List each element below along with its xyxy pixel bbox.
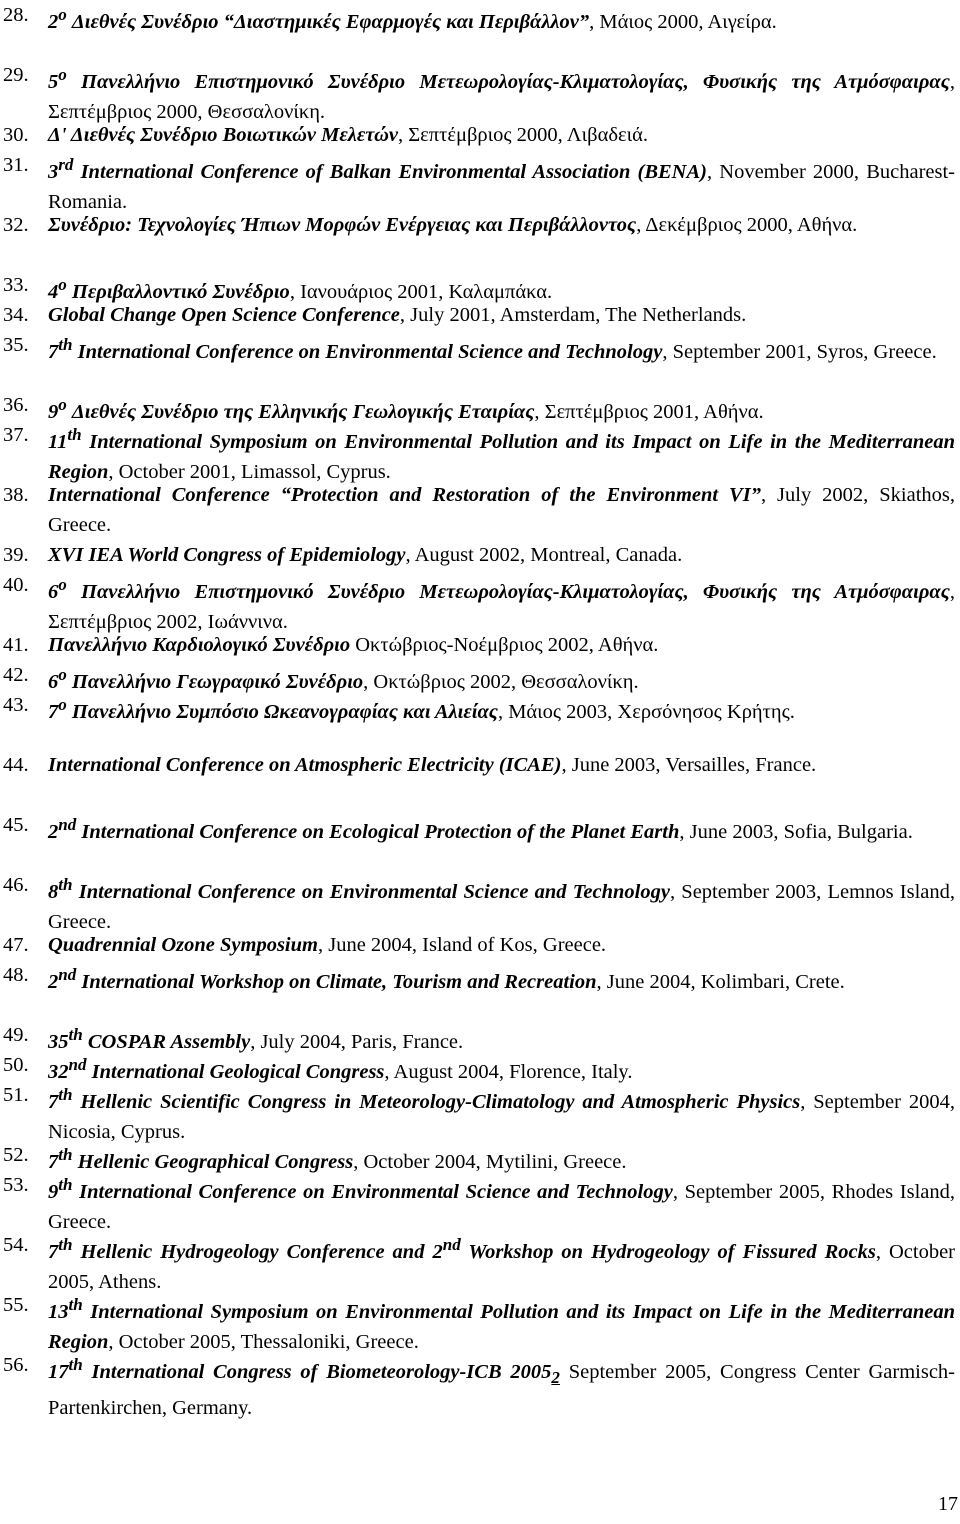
ordinal-suffix: th	[68, 1295, 83, 1314]
title-text: International Symposium on Environmental Pollution and its Impact on Life in the Mediterranean Region	[48, 430, 955, 483]
conference-details: , July 2001, Amsterdam, The Netherlands.	[399, 304, 747, 326]
conference-details: , September 2003, Lemnos Island, Greece.	[48, 880, 956, 933]
list-item	[0, 480, 955, 540]
conference-details: , Δεκέμβριος 2000, Αθήνα.	[636, 214, 858, 236]
item-text	[48, 750, 955, 780]
list-item	[0, 210, 955, 240]
subscript: 2	[551, 1367, 560, 1387]
title-text: Πανελλήνιο Συμπόσιο Ωκεανογραφίας και Αλιείας	[66, 700, 498, 723]
title-text: Quadrennial Ozone Symposium	[48, 934, 318, 956]
ordinal-suffix: nd	[58, 965, 77, 984]
list-item	[0, 1290, 955, 1357]
title-text: International Conference on Environmental Science and Technology	[72, 1180, 673, 1203]
ordinal-suffix: th	[58, 1145, 73, 1164]
ordinal: 2	[48, 10, 59, 33]
title-text: Πανελλήνιο Καρδιολογικό Συνέδριο	[48, 634, 351, 656]
conference-details: , Μάιος 2000, Αιγείρα.	[589, 10, 777, 33]
conference-title	[48, 1175, 673, 1203]
list-item	[0, 540, 955, 570]
list-item	[0, 1080, 955, 1147]
conference-title	[48, 965, 597, 993]
title-text: Διεθνές Συνέδριο της Ελληνικής Γεωλογικής Εταιρίας	[66, 400, 535, 423]
item-number: 42.	[3, 664, 29, 686]
list-item	[0, 120, 955, 150]
list-item	[0, 150, 955, 217]
item-text	[48, 930, 955, 960]
item-number: 30.	[3, 124, 29, 146]
conference-title	[48, 1355, 560, 1387]
conference-details: , June 2003, Versailles, France.	[561, 754, 817, 776]
conference-details: Οκτώβριος-Νοέμβριος 2002, Αθήνα.	[350, 634, 659, 656]
item-number: 50.	[3, 1054, 29, 1076]
item-text	[48, 630, 955, 660]
ordinal: 11	[48, 430, 68, 453]
conference-details: , October 2005, Athens.	[48, 1240, 956, 1293]
conference-details: , Μάιος 2003, Χερσόνησος Κρήτης.	[497, 700, 795, 723]
title-text: Hellenic Geographical Congress	[72, 1150, 354, 1173]
item-text	[48, 420, 955, 487]
ordinal: 4	[48, 280, 59, 303]
ordinal: 9	[48, 1180, 59, 1203]
conference-title	[48, 155, 707, 183]
ordinal: 7	[48, 700, 59, 723]
item-number: 45.	[3, 814, 29, 836]
item-number: 37.	[3, 424, 29, 446]
title-text: COSPAR Assembly	[82, 1030, 251, 1053]
list-item	[0, 630, 955, 660]
conference-details: , August 2002, Montreal, Canada.	[405, 544, 683, 566]
item-text	[48, 1170, 955, 1237]
title-text: Συνέδριο: Τεχνολογίες Ήπιων Μορφών Ενέργειας και Περιβάλλοντος	[48, 214, 637, 236]
conference-details: , Σεπτέμβριος 2000, Θεσσαλονίκη.	[48, 70, 955, 123]
item-text	[48, 1290, 955, 1357]
conference-title	[48, 1235, 876, 1263]
conference-title	[48, 875, 670, 903]
title-text: Περιβαλλοντικό Συνέδριο	[66, 280, 290, 303]
list-item	[0, 870, 955, 937]
conference-details: , June 2003, Sofia, Bulgaria.	[679, 820, 913, 843]
ordinal-suffix: o	[58, 5, 67, 24]
item-text	[48, 1080, 955, 1147]
item-text	[48, 960, 955, 997]
list-item	[0, 60, 955, 127]
conference-title	[48, 634, 350, 656]
list-item	[0, 960, 955, 997]
ordinal: 6	[48, 580, 59, 603]
ordinal-suffix: rd	[58, 155, 74, 174]
item-number: 46.	[3, 874, 29, 896]
conference-title	[48, 754, 561, 776]
conference-title	[48, 214, 636, 236]
item-number: 35.	[3, 334, 29, 356]
title-text: Πανελλήνιο Γεωγραφικό Συνέδριο	[66, 670, 364, 693]
item-number: 52.	[3, 1144, 29, 1166]
title-text: Workshop on Hydrogeology of Fissured Rocks	[460, 1240, 876, 1263]
ordinal-suffix: th	[58, 1235, 73, 1254]
list-item	[0, 570, 955, 637]
item-number: 53.	[3, 1174, 29, 1196]
conference-details: , September 2005, Rhodes Island, Greece.	[48, 1180, 956, 1233]
item-text	[48, 870, 955, 937]
list-item	[0, 750, 955, 780]
item-number: 39.	[3, 544, 29, 566]
conference-title	[48, 335, 663, 363]
item-text	[48, 120, 955, 150]
ordinal-suffix: o	[58, 395, 67, 414]
ordinal: 7	[48, 1150, 59, 1173]
list-item	[0, 1170, 955, 1237]
title-text: International Symposium on Environmental Pollution and its Impact on Life in the Mediterranean Region	[48, 1300, 955, 1353]
item-number: 48.	[3, 964, 29, 986]
ordinal: 7	[48, 1090, 59, 1113]
conference-details: September 2005, Congress Center Garmisch-Partenkirchen, Germany.	[48, 1360, 956, 1419]
title-text: International Conference on Ecological Protection of the Planet Earth	[76, 820, 680, 843]
item-number: 40.	[3, 574, 29, 596]
item-text	[48, 300, 955, 330]
ordinal: 9	[48, 400, 59, 423]
ordinal-suffix: nd	[442, 1235, 461, 1254]
title-text: International Workshop on Climate, Tourism and Recreation	[76, 970, 597, 993]
title-text: Hellenic Scientific Congress in Meteorology-Climatology and Atmospheric Physics	[72, 1090, 801, 1113]
title-text: International Conference on Environmental Science and Technology	[72, 880, 670, 903]
conference-details: , October 2004, Mytilini, Greece.	[353, 1150, 627, 1173]
list-item	[0, 1350, 955, 1423]
item-number: 54.	[3, 1234, 29, 1256]
item-text	[48, 540, 955, 570]
conference-details: , June 2004, Kolimbari, Crete.	[596, 970, 845, 993]
title-text: International Conference on Atmospheric Electricity (ICAE)	[48, 754, 562, 776]
conference-details: , Σεπτέμβριος 2002, Ιωάννινα.	[48, 580, 955, 633]
list-item	[0, 1230, 955, 1297]
item-text	[48, 0, 955, 37]
ordinal: 13	[48, 1300, 69, 1323]
item-number: 34.	[3, 304, 29, 326]
conference-title	[48, 124, 398, 146]
conference-title	[48, 934, 318, 956]
conference-details: , Σεπτέμβριος 2001, Αθήνα.	[534, 400, 764, 423]
item-number: 49.	[3, 1024, 29, 1046]
conference-title	[48, 575, 950, 603]
item-number: 55.	[3, 1294, 29, 1316]
conference-details: , Ιανουάριος 2001, Καλαμπάκα.	[289, 280, 553, 303]
page-number: 17	[938, 1493, 958, 1515]
item-number: 36.	[3, 394, 29, 416]
ordinal-suffix: nd	[58, 815, 77, 834]
conference-title	[48, 65, 950, 93]
conference-title	[48, 304, 400, 326]
ordinal-suffix: th	[58, 1085, 73, 1104]
list-item	[0, 420, 955, 487]
ordinal: 7	[48, 1240, 59, 1263]
ordinal-suffix: o	[58, 575, 67, 594]
ordinal-suffix: o	[58, 275, 67, 294]
list-item	[0, 810, 955, 847]
ordinal-suffix: o	[58, 665, 67, 684]
item-text	[48, 330, 955, 367]
item-number: 31.	[3, 154, 29, 176]
item-number: 33.	[3, 274, 29, 296]
item-number: 38.	[3, 484, 29, 506]
conference-details: , Οκτώβριος 2002, Θεσσαλονίκη.	[363, 670, 639, 693]
title-text: Πανελλήνιο Επιστημονικό Συνέδριο Μετεωρολογίας-Κλιματολογίας, Φυσικής της Ατμόσφαιρας	[66, 580, 950, 603]
title-text: International Conference “Protection and Restoration of the Environment VI”	[48, 484, 761, 506]
ordinal-suffix: th	[58, 335, 73, 354]
title-text: XVI IEA World Congress of Epidemiology	[48, 544, 406, 566]
ordinal: 35	[48, 1030, 69, 1053]
conference-title	[48, 1085, 801, 1113]
conference-details: , June 2004, Island of Kos, Greece.	[317, 934, 607, 956]
ordinal: 17	[48, 1360, 69, 1383]
title-text: International Congress of Biometeorology-ICB 2005	[82, 1360, 552, 1383]
item-text	[48, 210, 955, 240]
list-item	[0, 300, 955, 330]
conference-details: , November 2000, Bucharest-Romania.	[48, 160, 955, 213]
item-number: 47.	[3, 934, 29, 956]
ordinal-suffix: th	[58, 1175, 73, 1194]
conference-title	[48, 5, 590, 33]
title-text: International Conference on Environmental Science and Technology	[72, 340, 663, 363]
conference-details: , July 2002, Skiathos, Greece.	[48, 484, 955, 536]
list-item	[0, 0, 955, 37]
title-text: International Geological Congress	[86, 1060, 385, 1083]
conference-title	[48, 484, 761, 506]
item-number: 43.	[3, 694, 29, 716]
ordinal-suffix: th	[67, 425, 82, 444]
item-text	[48, 690, 955, 727]
list-item	[0, 690, 955, 727]
ordinal: 32	[48, 1060, 69, 1083]
item-number: 41.	[3, 634, 29, 656]
ordinal: 2	[48, 970, 59, 993]
conference-details: , Σεπτέμβριος 2000, Λιβαδειά.	[398, 124, 648, 146]
title-text: Hellenic Hydrogeology Conference and 2	[72, 1240, 443, 1263]
item-number: 56.	[3, 1354, 29, 1376]
conference-details: , July 2004, Paris, France.	[250, 1030, 464, 1053]
item-text	[48, 1230, 955, 1297]
item-number: 51.	[3, 1084, 29, 1106]
conference-details: , September 2004, Nicosia, Cyprus.	[48, 1090, 955, 1143]
item-number: 28.	[3, 4, 29, 26]
item-text	[48, 570, 955, 637]
ordinal-suffix: th	[58, 875, 73, 894]
ordinal-suffix: th	[68, 1355, 83, 1374]
item-text	[48, 150, 955, 217]
title-text: Δ' Διεθνές Συνέδριο Βοιωτικών Μελετών	[48, 124, 398, 146]
item-text	[48, 810, 955, 847]
item-number: 29.	[3, 64, 29, 86]
conference-details: , October 2005, Thessaloniki, Greece.	[108, 1330, 419, 1353]
conference-title	[48, 544, 406, 566]
conference-details: , August 2004, Florence, Italy.	[384, 1060, 633, 1083]
list-item	[0, 330, 955, 367]
ordinal-suffix: nd	[68, 1055, 87, 1074]
ordinal: 7	[48, 340, 59, 363]
title-text: Global Change Open Science Conference	[48, 304, 400, 326]
conference-details: , September 2001, Syros, Greece.	[662, 340, 937, 363]
ordinal-suffix: o	[58, 65, 67, 84]
ordinal-suffix: o	[58, 695, 67, 714]
conference-title	[48, 815, 680, 843]
item-text	[48, 60, 955, 127]
ordinal: 3	[48, 160, 59, 183]
item-number: 44.	[3, 754, 29, 776]
ordinal: 8	[48, 880, 59, 903]
title-text: International Conference of Balkan Environmental Association (BENA)	[73, 160, 707, 183]
item-text	[48, 480, 955, 540]
conference-details: , October 2001, Limassol, Cyprus.	[108, 460, 391, 483]
ordinal: 2	[48, 820, 59, 843]
item-number: 32.	[3, 214, 29, 236]
conference-title	[48, 695, 498, 723]
ordinal: 6	[48, 670, 59, 693]
ordinal-suffix: th	[68, 1025, 83, 1044]
title-text: Πανελλήνιο Επιστημονικό Συνέδριο Μετεωρολογίας-Κλιματολογίας, Φυσικής της Ατμόσφαιρας	[66, 70, 950, 93]
list-item	[0, 930, 955, 960]
ordinal: 5	[48, 70, 59, 93]
item-text	[48, 1350, 955, 1423]
title-text: Διεθνές Συνέδριο “Διαστημικές Εφαρμογές και Περιβάλλον”	[66, 10, 590, 33]
